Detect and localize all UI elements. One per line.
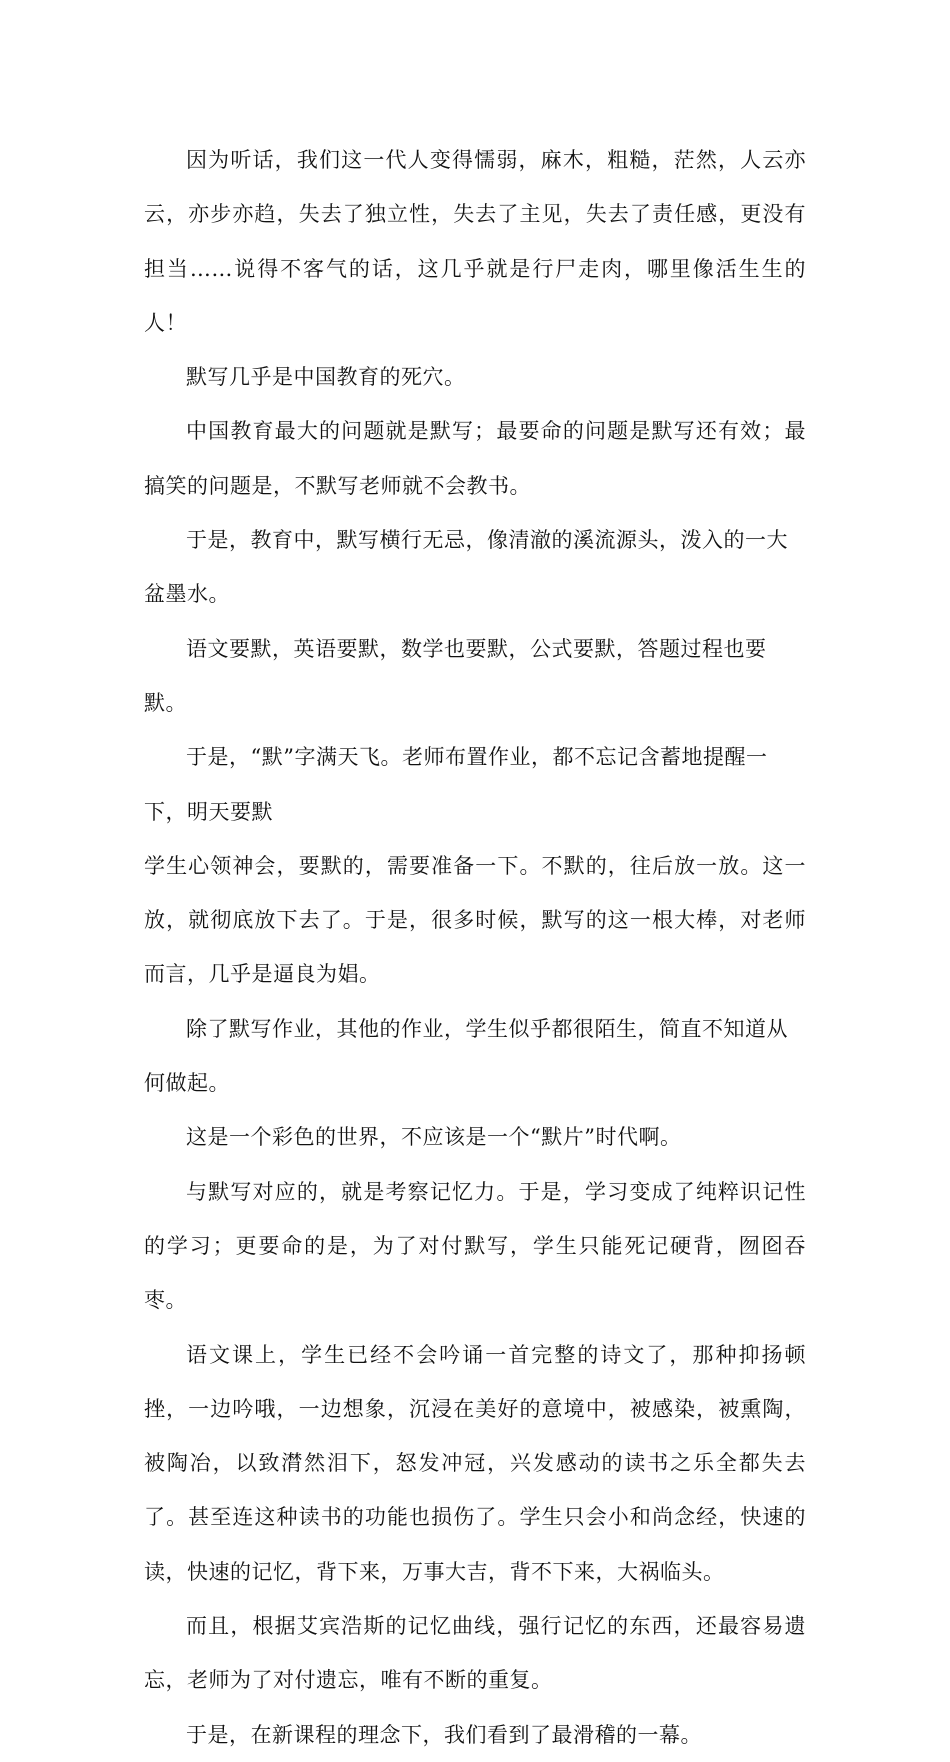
document-body bbox=[144, 133, 806, 1762]
paragraph: 除了默写作业，其他的作业，学生似乎都很陌生，简直不知道从何做起。 bbox=[144, 1016, 788, 1096]
paragraph: 默写几乎是中国教育的死穴。 bbox=[186, 365, 466, 390]
paragraph: 与默写对应的，就是考察记忆力。于是，学习变成了纯粹识记性的学习；更要命的是，为了对付默写，学生只能死记硬背，囫囵吞枣。 bbox=[144, 1179, 806, 1313]
paragraph: 中国教育最大的问题就是默写；最要命的问题是默写还有效；最搞笑的问题是，不默写老师就不会教书。 bbox=[144, 419, 806, 498]
paragraph: 学生心领神会，要默的，需要准备一下。不默的，往后放一放。这一放，就彻底放下去了。于是，很多时候，默写的这一根大棒，对老师而言，几乎是逼良为娼。 bbox=[144, 853, 806, 987]
paragraph: 于是，教育中，默写横行无忌，像清澈的溪流源头，泼入的一大盆墨水。 bbox=[144, 528, 788, 607]
paragraph: 因为听话，我们这一代人变得懦弱，麻木，粗糙，茫然，人云亦云，亦步亦趋，失去了独立性，失去了主见，失去了责任感，更没有担当……说得不客气的话，这几乎就是行尸走肉，哪里像活生生的人！ bbox=[144, 148, 806, 335]
paragraph: 于是，在新课程的理念下，我们看到了最滑稽的一幕。 bbox=[186, 1722, 702, 1747]
paragraph: 语文课上，学生已经不会吟诵一首完整的诗文了，那种抑扬顿挫，一边吟哦，一边想象，沉浸在美好的意境中，被感染，被熏陶，被陶冶，以致潸然泪下，怒发冲冠，兴发感动的读书之乐全都失去了。甚至连这种读书的功能也损伤了。学生只会小和尚念经，快速的读，快速的记忆，背下来，万事大吉，背不下来，大祸临头。 bbox=[144, 1342, 806, 1584]
paragraph: 这是一个彩色的世界，不应该是一个“默片”时代啊。 bbox=[186, 1125, 682, 1150]
paragraph: 语文要默，英语要默，数学也要默，公式要默，答题过程也要默。 bbox=[144, 636, 767, 715]
paragraph: 而且，根据艾宾浩斯的记忆曲线，强行记忆的东西，还最容易遗忘，老师为了对付遗忘，唯有不断的重复。 bbox=[144, 1614, 806, 1693]
paragraph: 于是，“默”字满天飞。老师布置作业，都不忘记含蓄地提醒一下，明天要默 bbox=[144, 745, 768, 824]
